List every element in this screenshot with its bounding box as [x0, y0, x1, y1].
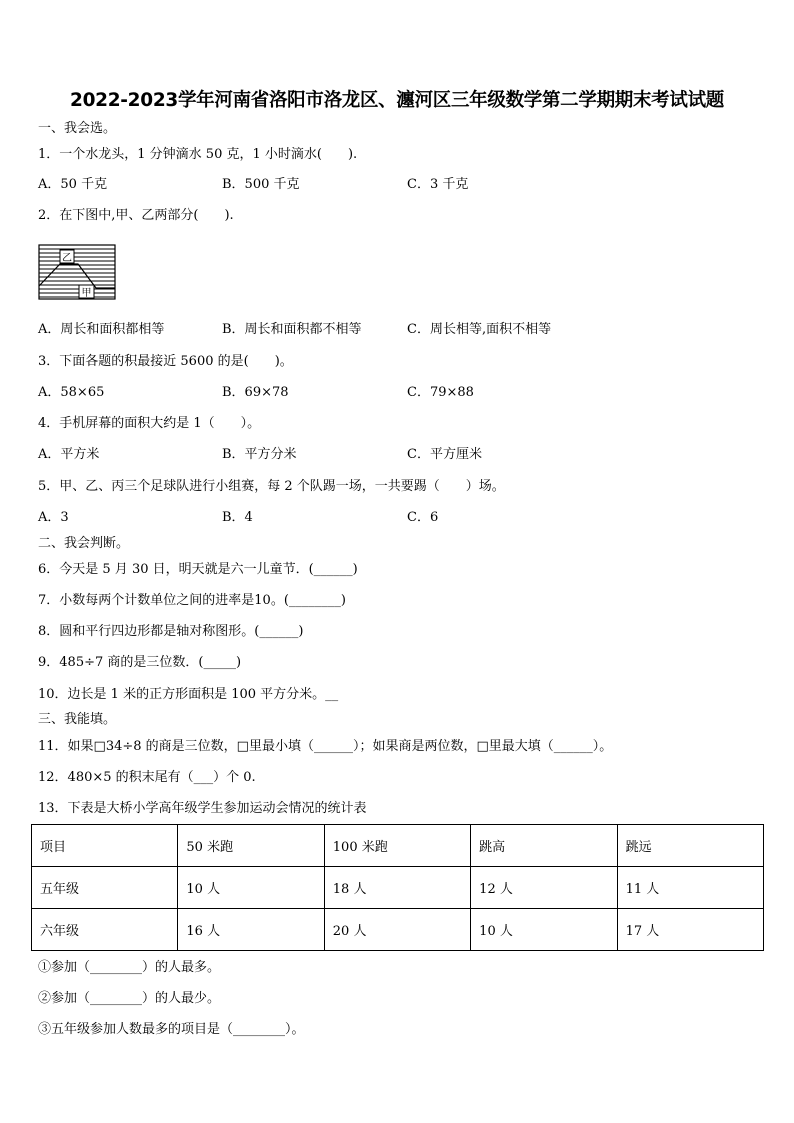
q5-option-a: A．3: [38, 510, 69, 525]
section-3-heading: 三、我能填。: [38, 712, 117, 727]
table-cell: 17 人: [617, 909, 763, 951]
section-1-heading: 一、我会选。: [38, 121, 117, 136]
q2-option-b: B．周长和面积都不相等: [222, 322, 362, 337]
table-cell: 16 人: [178, 909, 324, 951]
q10-text: 10．边长是 1 米的正方形面积是 100 平方分米。__: [38, 687, 339, 702]
q4-option-a: A．平方米: [38, 447, 100, 462]
q9-text: 9．485÷7 商的是三位数．(_____): [38, 655, 242, 670]
q1-option-b: B．500 千克: [222, 177, 300, 192]
q3-option-b: B．69×78: [222, 385, 289, 400]
q2-stem: 2．在下图中,甲、乙两部分( ).: [38, 208, 234, 223]
q2-option-a: A．周长和面积都相等: [38, 322, 165, 337]
q5-option-c: C．6: [407, 510, 439, 525]
section-2-heading: 二、我会判断。: [38, 536, 130, 551]
q12-text: 12．480×5 的积末尾有（___）个 0.: [38, 770, 256, 785]
table-cell: 10 人: [178, 867, 324, 909]
q1-option-a: A．50 千克: [38, 177, 108, 192]
q13-sub1-text: ①参加（________）的人最多。: [38, 960, 221, 975]
q4-option-b: B．平方分米: [222, 447, 297, 462]
q2-divider-line: [39, 264, 115, 288]
q2-label-jia: 甲: [81, 288, 92, 299]
table-header-cell: 50 米跑: [178, 825, 324, 867]
q5-stem: 5．甲、乙、丙三个足球队进行小组赛，每 2 个队踢一场，一共要踢（ ）场。: [38, 479, 505, 494]
table-header-cell: 跳远: [617, 825, 763, 867]
q8-text: 8．圆和平行四边形都是轴对称图形。(______): [38, 624, 304, 639]
table-cell: 18 人: [324, 867, 470, 909]
table-row: [32, 909, 764, 951]
q4-stem: 4．手机屏幕的面积大约是 1（ ）。: [38, 416, 261, 431]
page-title: 2022-2023学年河南省洛阳市洛龙区、瀍河区三年级数学第二学期期末考试试题: [70, 90, 724, 111]
table-cell: 10 人: [471, 909, 617, 951]
table-cell: 12 人: [471, 867, 617, 909]
q1-option-c: C．3 千克: [407, 177, 469, 192]
q3-stem: 3．下面各题的积最接近 5600 的是( )。: [38, 354, 293, 369]
q1-stem: 1．一个水龙头，1 分钟滴水 50 克，1 小时滴水( ).: [38, 147, 358, 162]
table-header-cell: 项目: [32, 825, 178, 867]
table-cell: 五年级: [32, 867, 178, 909]
q5-option-b: B．4: [222, 510, 253, 525]
table-header-row: [32, 825, 764, 867]
q2-label-yi: 乙: [62, 253, 72, 264]
q4-option-c: C．平方厘米: [407, 447, 482, 462]
table-row: [32, 867, 764, 909]
table-cell: 六年级: [32, 909, 178, 951]
table-cell: 11 人: [617, 867, 763, 909]
q3-option-c: C．79×88: [407, 385, 474, 400]
q3-option-a: A．58×65: [38, 385, 105, 400]
sports-stats-table: [31, 824, 764, 951]
table-header-cell: 跳高: [471, 825, 617, 867]
q6-text: 6．今天是 5 月 30 日，明天就是六一儿童节．(______): [38, 562, 358, 577]
q7-text: 7．小数每两个计数单位之间的进率是10。(________): [38, 593, 346, 608]
q13-sub3-text: ③五年级参加人数最多的项目是（________）。: [38, 1022, 305, 1037]
q2-figure: [38, 244, 116, 300]
table-header-cell: 100 米跑: [324, 825, 470, 867]
q11-text: 11．如果□34÷8 的商是三位数，□里最小填（______）；如果商是两位数，□里最大填（______）。: [38, 739, 613, 754]
q2-option-c: C．周长相等,面积不相等: [407, 322, 552, 337]
table-cell: 20 人: [324, 909, 470, 951]
q2-figure-hatching: [38, 249, 116, 297]
q13-sub2-text: ②参加（________）的人最少。: [38, 991, 221, 1006]
q13-text: 13．下表是大桥小学高年级学生参加运动会情况的统计表: [38, 801, 367, 816]
